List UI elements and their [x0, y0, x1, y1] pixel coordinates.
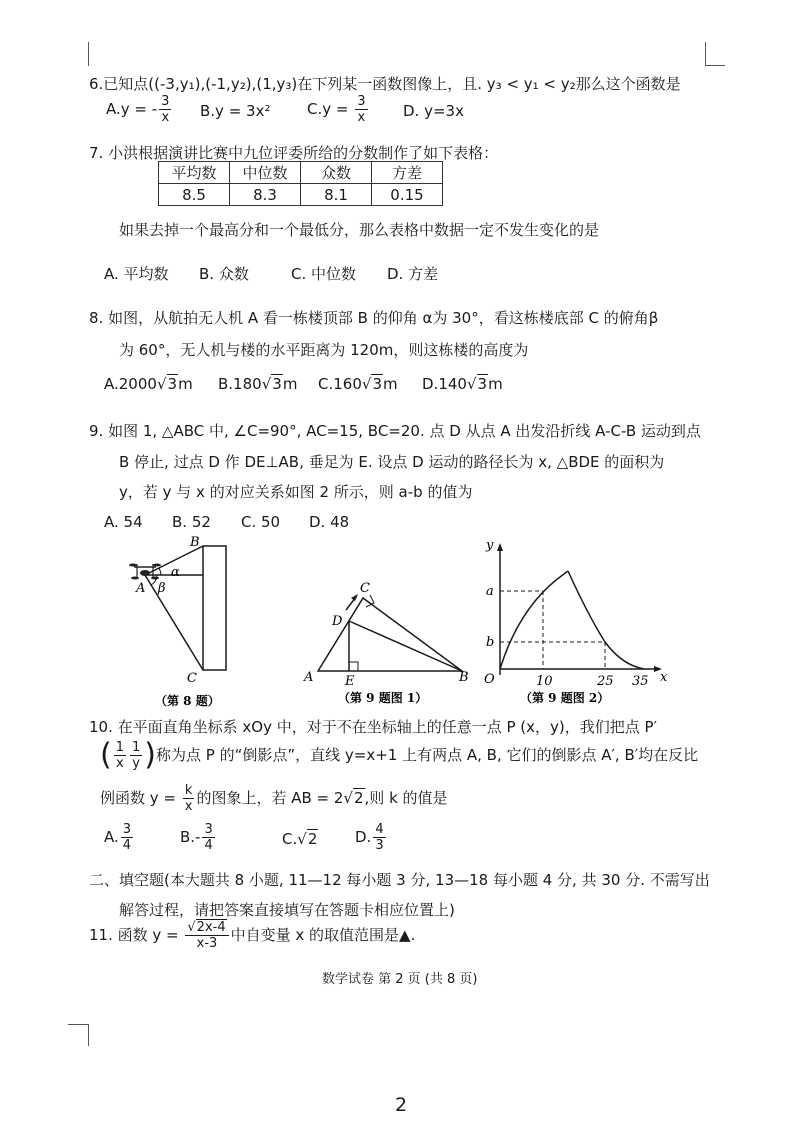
- q7-option-c: C. 中位数: [291, 265, 357, 283]
- q7-table-value-row: [159, 184, 443, 206]
- q8-option-c: C.160√3m: [318, 375, 398, 393]
- angle-beta-arc: [151, 575, 157, 585]
- q7-stem: 7. 小洪根据演讲比赛中九位评委所给的分数制作了如下表格：: [89, 144, 499, 162]
- fig9a-label-b: B: [459, 670, 469, 685]
- fig9a-label-d: D: [332, 614, 343, 629]
- q6-option-c: C.y = $\frac{3}{x}$: [307, 94, 366, 125]
- triangle-abc: [318, 598, 462, 671]
- q10-k-fraction: $\frac{k}{x}$: [184, 783, 193, 814]
- q9-line2: B 停止, 过点 D 作 DE⊥AB, 垂足为 E. 设点 D 运动的路径长为 x, △BDE 的面积为: [119, 453, 665, 471]
- q6-option-a: A.y = - $\frac{3}{x}$: [106, 94, 170, 125]
- right-angle-e: [349, 662, 358, 671]
- motion-arrow-icon: [346, 594, 358, 610]
- q9-option-a: A. 54: [104, 513, 143, 531]
- corner-mark-bottom-left-v: [88, 1024, 89, 1046]
- y-axis-arrow-icon: [497, 543, 503, 551]
- q8-option-a: A.2000√3m: [104, 375, 193, 393]
- q10-line3: 例函数 y = $\frac{k}{x}$ 的图象上，若 AB = 2√2,则 k 的值是: [100, 783, 448, 814]
- q7-value-variance: 0.15: [372, 184, 443, 206]
- angle-alpha-arc: [159, 568, 161, 575]
- q10-option-c: C.√2: [282, 830, 318, 848]
- q8-line2: 为 60°，无人机与楼的水平距离为 120m，则这栋楼的高度为: [119, 341, 529, 359]
- corner-mark-bottom-left-h: [68, 1024, 89, 1025]
- building: [203, 546, 226, 670]
- q7-header-variance: 方差: [372, 162, 443, 184]
- fig9a-caption: （第 9 题图 1）: [338, 691, 428, 705]
- q7-value-mode: 8.1: [301, 184, 372, 206]
- q6-option-b: B.y = 3x²: [200, 102, 271, 120]
- q6-option-d: D. y=3x: [403, 102, 464, 120]
- figure-q8: [120, 530, 250, 715]
- fig9a-label-a: A: [304, 670, 314, 685]
- fig8-label-b: B: [190, 535, 200, 550]
- q7-table-header-row: [159, 162, 443, 184]
- q7-followup: 如果去掉一个最高分和一个最低分，那么表格中数据一定不发生变化的是: [119, 221, 600, 239]
- q10-option-d: D. $\frac{4}{3}$: [355, 822, 384, 853]
- q8-option-b: B.180√3m: [218, 375, 298, 393]
- fig9b-tick-25: 25: [597, 674, 614, 689]
- fig9b-label-b: b: [486, 635, 495, 650]
- curve-fall: [568, 571, 644, 669]
- q7-header-median: 中位数: [230, 162, 301, 184]
- section2-heading-line2: 解答过程，请把答案直接填写在答题卡相应位置上): [119, 901, 455, 919]
- q7-header-mean: 平均数: [159, 162, 230, 184]
- q6-c-fraction: $\frac{3}{x}$: [357, 94, 366, 125]
- point-p-prime-coords: (: [100, 737, 112, 773]
- fig9b-label-origin: O: [484, 672, 495, 687]
- q9-line3: y，若 y 与 x 的对应关系如图 2 所示，则 a-b 的值为: [119, 483, 473, 501]
- page-footer: 数学试卷 第 2 页 (共 8 页): [322, 972, 478, 987]
- q7-option-d: D. 方差: [387, 265, 439, 283]
- q8-line1: 8. 如图，从航拍无人机 A 看一栋楼顶部 B 的仰角 α为 30°，看这栋楼底部 C 的俯角β: [89, 309, 659, 327]
- q9-line1: 9. 如图 1, △ABC 中, ∠C=90°, AC=15, BC=20. 点 D 从点 A 出发沿折线 A-C-B 运动到点: [89, 422, 701, 440]
- q7-stats-table: [158, 161, 443, 206]
- q9-option-c: C. 50: [241, 513, 281, 531]
- fig8-label-alpha: α: [171, 565, 180, 580]
- fig8-caption: （第 8 题）: [155, 694, 220, 708]
- fig8-label-c: C: [187, 671, 197, 686]
- q6-a-fraction: $\frac{3}{x}$: [161, 94, 170, 125]
- q11-fraction: $\frac{√2x-4}{x-3}$: [185, 920, 228, 951]
- page-number: 2: [395, 1094, 408, 1116]
- drone-icon: [129, 564, 161, 580]
- fig9b-tick-10: 10: [536, 674, 553, 689]
- q7-header-mode: 众数: [301, 162, 372, 184]
- fig9a-label-e: E: [345, 674, 355, 689]
- fig9b-label-a: a: [486, 584, 494, 599]
- q10-line1: 10. 在平面直角坐标系 xOy 中，对于不在坐标轴上的任意一点 P (x，y)，我们把点 P′: [89, 718, 657, 736]
- figure-q9-1: [296, 575, 481, 715]
- q6-stem: 6.已知点((-3,y₁),(-1,y₂),(1,y₃)在下列某一函数图像上，且. y₃ < y₁ < y₂那么这个函数是: [89, 75, 681, 93]
- fig8-label-beta: β: [158, 581, 166, 596]
- curve-rise: [500, 574, 564, 669]
- corner-mark-top-right-v: [705, 42, 706, 66]
- q10-option-a: A. $\frac{3}{4}$: [104, 822, 132, 853]
- q7-value-median: 8.3: [230, 184, 301, 206]
- corner-mark-top-right-h: [705, 65, 725, 66]
- q8-option-d: D.140√3m: [422, 375, 503, 393]
- fig9a-label-c: C: [360, 581, 370, 596]
- q10-option-b: B.- $\frac{3}{4}$: [180, 822, 213, 853]
- fig9b-caption: （第 9 题图 2）: [520, 691, 610, 705]
- corner-mark-top-left: [88, 42, 89, 66]
- q10-line2: ( $\frac{1}{x}$ $\frac{1}{y}$ )称为点 P 的“倒影点”，直线 y=x+1 上有两点 A, B, 它们的倒影点 A′, B′均在反比: [100, 737, 699, 773]
- answer-blank-triangle-icon: ▲: [399, 926, 411, 944]
- figure-q9-2: [480, 535, 680, 715]
- fig9b-label-x: x: [660, 670, 668, 685]
- q7-option-b: B. 众数: [199, 265, 249, 283]
- section2-heading-line1: 二、填空题(本大题共 8 小题, 11—12 每小题 3 分, 13—18 每小题 4 分, 共 30 分. 不需写出: [89, 871, 710, 889]
- q9-option-b: B. 52: [172, 513, 211, 531]
- fig9b-label-y: y: [486, 538, 494, 553]
- fig8-label-a: A: [136, 581, 146, 596]
- q9-option-d: D. 48: [309, 513, 350, 531]
- q7-value-mean: 8.5: [159, 184, 230, 206]
- sight-line-ac: [145, 575, 203, 670]
- q11: 11. 函数 y = $\frac{√2x-4}{x-3}$ 中自变量 x 的取值范围是▲.: [89, 920, 416, 951]
- q7-option-a: A. 平均数: [104, 265, 169, 283]
- fig9b-tick-35: 35: [632, 674, 649, 689]
